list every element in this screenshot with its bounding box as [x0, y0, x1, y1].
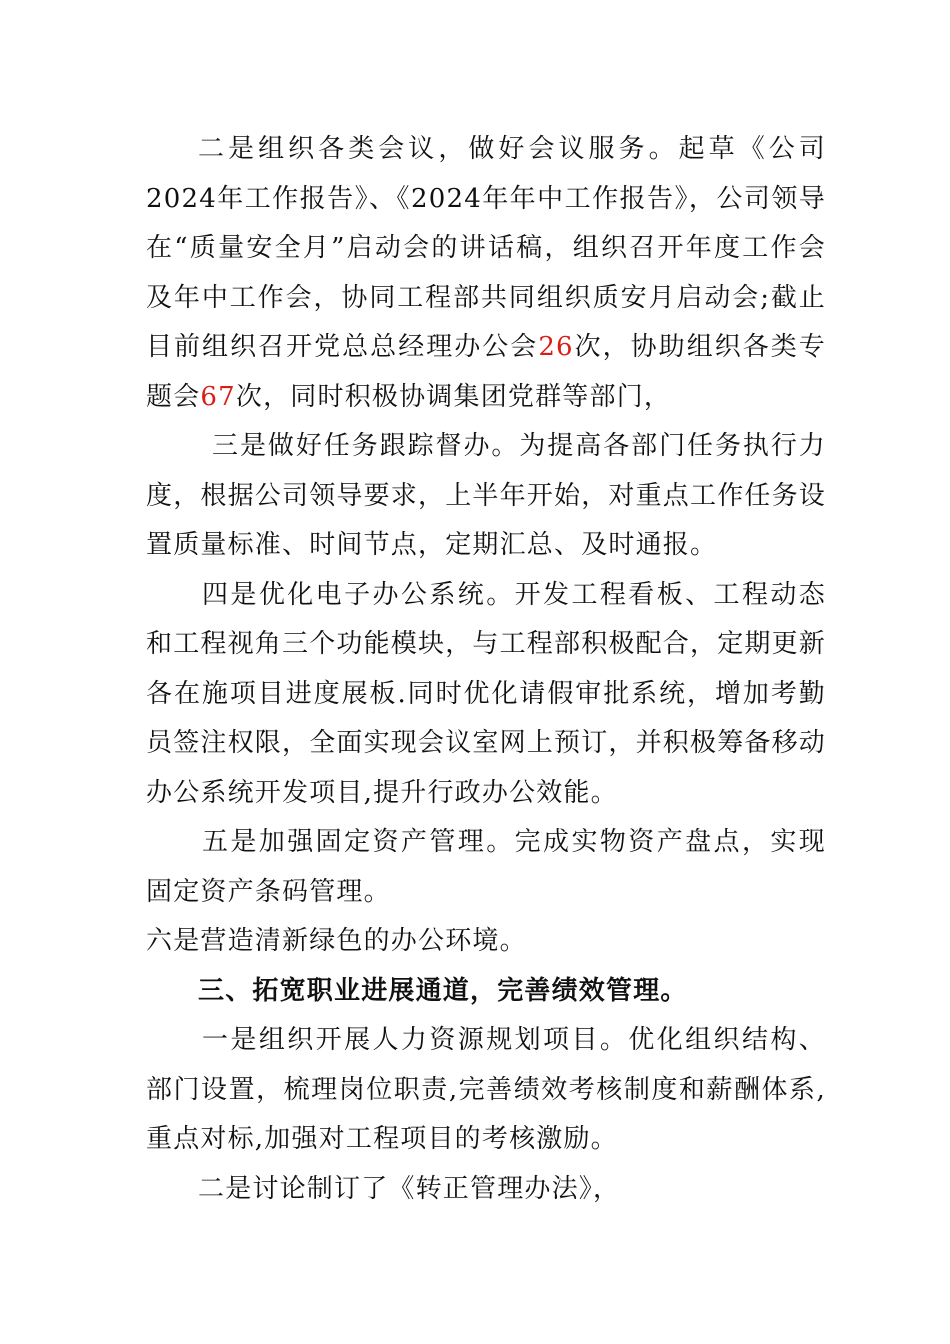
paragraph-regularization: 二是讨论制订了《转正管理办法》，: [198, 1173, 621, 1204]
paragraph-fixed-assets: 五是加强固定资产管理。完成实物资产盘点，实现固定资产条码管理。: [146, 827, 826, 907]
special-meeting-count: 67: [200, 381, 236, 412]
paragraph-meetings: [146, 125, 826, 422]
section-heading: 三、拓宽职业进展通道，完善绩效管理。: [198, 975, 688, 1006]
document-body: [146, 125, 826, 1214]
paragraph-hr-planning: 一是组织开展人力资源规划项目。优化组织结构、部门设置，梳理岗位职责,完善绩效考核制度和薪酬体系,重点对标,加强对工程项目的考核激励。: [146, 1025, 826, 1154]
paragraph-task-tracking: 三是做好任务跟踪督办。为提高各部门任务执行力度，根据公司领导要求，上半年开始，对重点工作任务设置质量标准、时间节点，定期汇总、及时通报。: [146, 431, 827, 560]
paragraph-office-environment: 六是营造清新绿色的办公环境。: [146, 926, 527, 956]
paragraph-meetings-text-b: 次，协助组织各类专题会: [146, 332, 826, 412]
paragraph-office-system: 四是优化电子办公系统。开发工程看板、工程动态和工程视角三个功能模块，与工程部积极配合，定期更新各在施项目进度展板.同时优化请假审批系统，增加考勤员签注权限，全面实现会议室网上预订，并积极筹备移动办公系统开发项目,提升行政办公效能。: [146, 579, 827, 808]
paragraph-meetings-text-a: 二是组织各类会议，做好会议服务。起草《公司2024年工作报告》、《2024年年中工作报告》，公司领导在“质量安全月”启动会的讲话稿，组织召开年度工作会及年中工作会，协同工程部共同组织质安月启动会;截止目前组织召开党总总经理办公会: [146, 134, 826, 362]
paragraph-meetings-text-c: 次，同时积极协调集团党群等部门，: [235, 381, 672, 412]
office-meeting-count: 26: [538, 332, 574, 362]
